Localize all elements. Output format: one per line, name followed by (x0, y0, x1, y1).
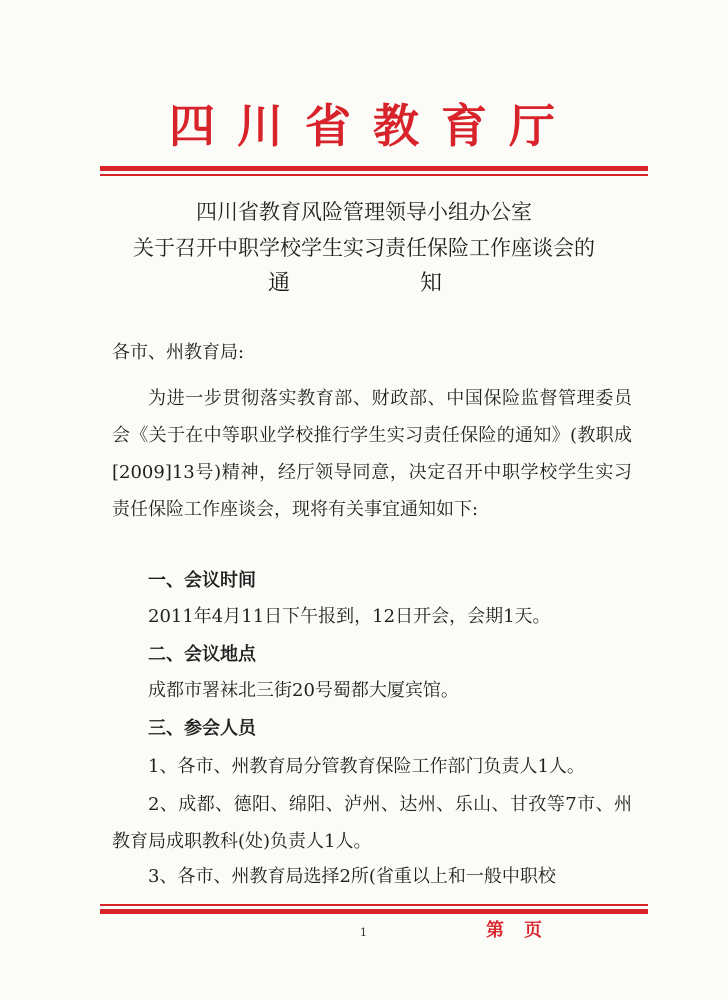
title-notice-left: 通 (268, 271, 291, 296)
masthead-rule-thin (100, 174, 648, 176)
title-line-2: 关于召开中职学校学生实习责任保险工作座谈会的 (133, 236, 595, 260)
page-number: 1 (360, 926, 367, 939)
section-3-item-2: 2、成都、德阳、绵阳、泸州、达州、乐山、甘孜等7市、州教育局成职教科(处)负责人1人。 (112, 794, 632, 852)
salutation: 各市、州教育局: (112, 342, 245, 363)
section-3-item-3: 3、各市、州教育局选择2所(省重以上和一般中职校 (148, 866, 556, 887)
title-line-1: 四川省教育风险管理领导小组办公室 (196, 200, 532, 224)
section-1-heading: 一、会议时间 (148, 570, 256, 591)
section-1-text: 2011年4月11日下午报到，12日开会，会期1天。 (148, 606, 551, 627)
masthead-rule-thick (100, 166, 648, 171)
section-2-text: 成都市署袜北三街20号蜀都大厦宾馆。 (148, 680, 459, 701)
masthead-org-name: 四川省教育厅 (169, 99, 577, 153)
section-3-heading: 三、参会人员 (148, 718, 256, 739)
title-notice-right: 知 (420, 271, 443, 296)
footer-rule-thin (100, 904, 648, 906)
intro-paragraph: 为进一步贯彻落实教育部、财政部、中国保险监督管理委员会《关于在中等职业学校推行学生实习责任保险的通知》(教职成[2009]13号)精神，经厅领导同意，决定召开中职学校学生实习责任保险工作座谈会，现将有关事宜通知如下: (112, 388, 632, 520)
section-3-item-1: 1、各市、州教育局分管教育保险工作部门负责人1人。 (148, 756, 585, 777)
page-label: 第页 (486, 920, 562, 941)
footer-rule-thick (100, 909, 648, 914)
section-2-heading: 二、会议地点 (148, 644, 256, 665)
